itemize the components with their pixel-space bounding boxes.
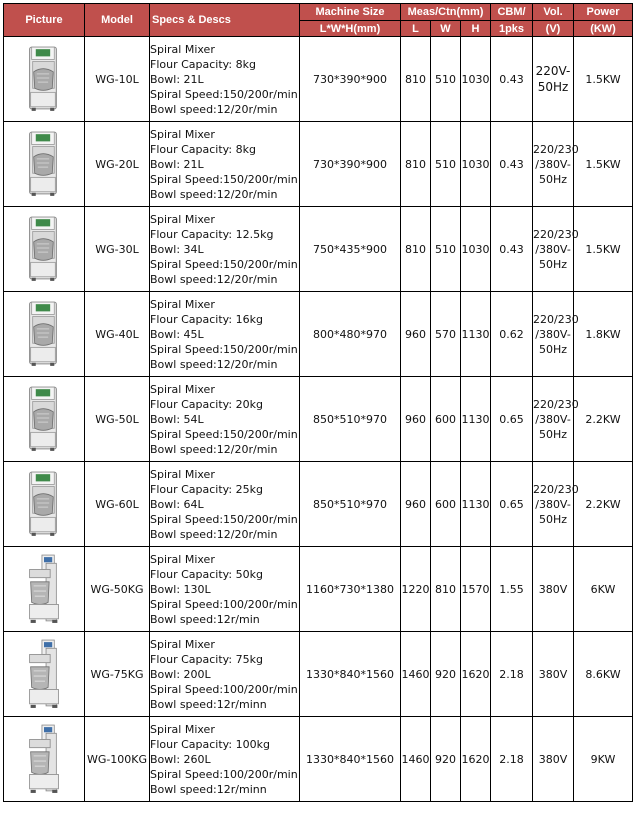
voltage-line: 220/230	[533, 397, 579, 411]
model-cell: WG-40L	[85, 292, 150, 377]
header-model: Model	[85, 4, 150, 37]
spec-table	[3, 3, 633, 802]
spec-line: Spiral Mixer	[150, 552, 215, 566]
model-cell: WG-60L	[85, 462, 150, 547]
model-cell: WG-10L	[85, 37, 150, 122]
meas-w-cell: 510	[431, 207, 461, 292]
product-image-cell	[4, 37, 85, 122]
meas-h-cell: 1620	[461, 717, 491, 802]
specs-cell	[150, 462, 300, 547]
voltage-line: 220V-	[535, 64, 571, 78]
table-header	[4, 4, 633, 37]
specs-cell	[150, 37, 300, 122]
cbm-cell: 0.43	[491, 122, 533, 207]
voltage-cell	[533, 122, 579, 207]
meas-l-cell: 1220	[401, 547, 431, 632]
table-row	[4, 292, 633, 377]
table-row	[4, 207, 633, 292]
product-image-cell	[4, 207, 85, 292]
spec-line: Bowl speed:12/20r/min	[150, 442, 278, 456]
header-meas-l: L	[401, 21, 431, 37]
spec-line: Flour Capacity: 25kg	[150, 482, 263, 496]
machine-size-cell: 750*435*900	[300, 207, 401, 292]
meas-l-cell: 810	[401, 207, 431, 292]
spec-line: Bowl speed:12r/min	[150, 612, 260, 626]
product-image-cell	[4, 547, 85, 632]
voltage-cell	[533, 292, 579, 377]
voltage-line: /380V-	[535, 157, 571, 171]
cbm-cell: 0.65	[491, 377, 533, 462]
spiral-mixer-small-image	[27, 43, 61, 115]
header-cbm-unit: 1pks	[491, 21, 533, 37]
spec-line: Bowl: 54L	[150, 412, 204, 426]
spec-line: Bowl: 45L	[150, 327, 204, 341]
spec-line: Bowl speed:12r/minn	[150, 697, 267, 711]
spec-line: Spiral Speed:100/200r/min	[150, 597, 298, 611]
spiral-mixer-large-image	[27, 553, 61, 625]
header-cbm: CBM/	[491, 4, 533, 21]
meas-w-cell: 600	[431, 462, 461, 547]
table-row	[4, 632, 633, 717]
product-image-cell	[4, 122, 85, 207]
voltage-line: 380V	[538, 752, 568, 766]
header-picture: Picture	[4, 4, 85, 37]
product-image-cell	[4, 462, 85, 547]
spec-line: Spiral Mixer	[150, 637, 215, 651]
spec-line: Flour Capacity: 12.5kg	[150, 227, 274, 241]
spec-line: Spiral Speed:150/200r/min	[150, 257, 298, 271]
product-image-cell	[4, 632, 85, 717]
meas-h-cell: 1030	[461, 122, 491, 207]
table-row	[4, 122, 633, 207]
spec-line: Flour Capacity: 50kg	[150, 567, 263, 581]
machine-size-cell: 1330*840*1560	[300, 632, 401, 717]
spec-line: Bowl: 260L	[150, 752, 211, 766]
table-row	[4, 717, 633, 802]
meas-w-cell: 570	[431, 292, 461, 377]
machine-size-cell: 850*510*970	[300, 377, 401, 462]
voltage-line: 220/230	[533, 142, 579, 156]
spec-line: Flour Capacity: 16kg	[150, 312, 263, 326]
voltage-line: 50Hz	[538, 257, 568, 271]
spiral-mixer-small-image	[27, 383, 61, 455]
spec-line: Spiral Speed:150/200r/min	[150, 427, 298, 441]
meas-h-cell: 1130	[461, 377, 491, 462]
voltage-cell	[533, 207, 579, 292]
meas-h-cell: 1620	[461, 632, 491, 717]
spec-line: Bowl speed:12/20r/min	[150, 102, 278, 116]
power-cell: 9KW	[574, 717, 633, 802]
meas-l-cell: 1460	[401, 717, 431, 802]
spec-line: Bowl speed:12r/minn	[150, 782, 267, 796]
machine-size-cell: 1160*730*1380	[300, 547, 401, 632]
specs-cell	[150, 632, 300, 717]
spec-line: Spiral Speed:100/200r/min	[150, 767, 298, 781]
spec-line: Spiral Speed:150/200r/min	[150, 512, 298, 526]
table-row	[4, 462, 633, 547]
header-power: Power	[574, 4, 633, 21]
meas-w-cell: 920	[431, 717, 461, 802]
voltage-line: /380V-	[535, 412, 571, 426]
product-image-cell	[4, 292, 85, 377]
meas-l-cell: 960	[401, 462, 431, 547]
voltage-line: /380V-	[535, 327, 571, 341]
spec-line: Bowl: 130L	[150, 582, 211, 596]
header-meas-h: H	[461, 21, 491, 37]
spec-line: Spiral Mixer	[150, 297, 215, 311]
spiral-mixer-large-image	[27, 723, 61, 795]
meas-h-cell: 1030	[461, 207, 491, 292]
voltage-line: 220/230	[533, 227, 579, 241]
spiral-mixer-small-image	[27, 213, 61, 285]
specs-cell	[150, 292, 300, 377]
spec-line: Flour Capacity: 8kg	[150, 57, 256, 71]
voltage-line: 50Hz	[538, 427, 568, 441]
spec-line: Spiral Mixer	[150, 127, 215, 141]
spec-line: Bowl speed:12/20r/min	[150, 187, 278, 201]
spec-line: Flour Capacity: 20kg	[150, 397, 263, 411]
table-row	[4, 547, 633, 632]
power-cell: 2.2KW	[574, 377, 633, 462]
spec-line: Bowl speed:12/20r/min	[150, 272, 278, 286]
model-cell: WG-50L	[85, 377, 150, 462]
meas-l-cell: 810	[401, 122, 431, 207]
cbm-cell: 0.43	[491, 37, 533, 122]
machine-size-cell: 730*390*900	[300, 122, 401, 207]
spec-line: Spiral Speed:150/200r/min	[150, 87, 298, 101]
spec-line: Spiral Speed:150/200r/min	[150, 172, 298, 186]
power-cell: 1.5KW	[574, 122, 633, 207]
spec-line: Spiral Mixer	[150, 212, 215, 226]
cbm-cell: 0.62	[491, 292, 533, 377]
meas-w-cell: 600	[431, 377, 461, 462]
voltage-line: 380V	[538, 667, 568, 681]
spec-line: Bowl speed:12/20r/min	[150, 527, 278, 541]
header-meas: Meas/Ctn(mm)	[401, 4, 491, 21]
meas-l-cell: 810	[401, 37, 431, 122]
spiral-mixer-small-image	[27, 128, 61, 200]
model-cell: WG-75KG	[85, 632, 150, 717]
power-cell: 8.6KW	[574, 632, 633, 717]
machine-size-cell: 850*510*970	[300, 462, 401, 547]
power-cell: 1.5KW	[574, 37, 633, 122]
spec-sheet	[3, 3, 633, 802]
voltage-cell	[533, 377, 579, 462]
cbm-cell: 1.55	[491, 547, 533, 632]
voltage-line: 220/230	[533, 482, 579, 496]
spec-line: Bowl: 64L	[150, 497, 204, 511]
spec-line: Spiral Mixer	[150, 722, 215, 736]
model-cell: WG-100KG	[85, 717, 150, 802]
voltage-cell	[533, 632, 574, 717]
model-cell: WG-50KG	[85, 547, 150, 632]
spec-line: Flour Capacity: 8kg	[150, 142, 256, 156]
table-row	[4, 37, 633, 122]
voltage-cell	[533, 717, 574, 802]
cbm-cell: 0.65	[491, 462, 533, 547]
spec-line: Bowl: 21L	[150, 72, 204, 86]
spec-line: Flour Capacity: 100kg	[150, 737, 270, 751]
meas-l-cell: 960	[401, 292, 431, 377]
spiral-mixer-small-image	[27, 468, 61, 540]
meas-l-cell: 1460	[401, 632, 431, 717]
machine-size-cell: 800*480*970	[300, 292, 401, 377]
header-specs: Specs & Descs	[150, 4, 300, 37]
spec-line: Spiral Speed:100/200r/min	[150, 682, 298, 696]
voltage-line: /380V-	[535, 497, 571, 511]
meas-h-cell: 1030	[461, 37, 491, 122]
power-cell: 2.2KW	[574, 462, 633, 547]
spec-line: Flour Capacity: 75kg	[150, 652, 263, 666]
specs-cell	[150, 547, 300, 632]
machine-size-cell: 730*390*900	[300, 37, 401, 122]
meas-l-cell: 960	[401, 377, 431, 462]
spec-line: Bowl: 200L	[150, 667, 211, 681]
meas-w-cell: 510	[431, 122, 461, 207]
power-cell: 1.5KW	[574, 207, 633, 292]
voltage-line: 50Hz	[538, 172, 568, 186]
machine-size-cell: 1330*840*1560	[300, 717, 401, 802]
spec-line: Spiral Speed:150/200r/min	[150, 342, 298, 356]
specs-cell	[150, 207, 300, 292]
header-machine-size: Machine Size	[300, 4, 401, 21]
meas-h-cell: 1130	[461, 462, 491, 547]
meas-h-cell: 1570	[461, 547, 491, 632]
model-cell: WG-20L	[85, 122, 150, 207]
voltage-line: 220/230	[533, 312, 579, 326]
voltage-line: 50Hz	[538, 342, 568, 356]
spec-line: Spiral Mixer	[150, 42, 215, 56]
header-vol: Vol.	[533, 4, 574, 21]
product-image-cell	[4, 717, 85, 802]
header-machine-size-unit: L*W*H(mm)	[300, 21, 401, 37]
table-row	[4, 377, 633, 462]
voltage-line: 50Hz	[538, 512, 568, 526]
spec-line: Spiral Mixer	[150, 382, 215, 396]
header-vol-unit: (V)	[533, 21, 574, 37]
specs-cell	[150, 377, 300, 462]
voltage-line: 380V	[538, 582, 568, 596]
spiral-mixer-small-image	[27, 298, 61, 370]
cbm-cell: 2.18	[491, 717, 533, 802]
meas-w-cell: 920	[431, 632, 461, 717]
header-meas-w: W	[431, 21, 461, 37]
power-cell: 1.8KW	[574, 292, 633, 377]
meas-h-cell: 1130	[461, 292, 491, 377]
meas-w-cell: 810	[431, 547, 461, 632]
specs-cell	[150, 122, 300, 207]
meas-w-cell: 510	[431, 37, 461, 122]
model-cell: WG-30L	[85, 207, 150, 292]
voltage-cell	[533, 547, 574, 632]
voltage-cell	[533, 37, 574, 122]
spec-line: Spiral Mixer	[150, 467, 215, 481]
spec-line: Bowl speed:12/20r/min	[150, 357, 278, 371]
voltage-line: 50Hz	[537, 80, 569, 94]
spiral-mixer-large-image	[27, 638, 61, 710]
voltage-line: /380V-	[535, 242, 571, 256]
spec-line: Bowl: 34L	[150, 242, 204, 256]
cbm-cell: 0.43	[491, 207, 533, 292]
product-image-cell	[4, 377, 85, 462]
table-body	[4, 37, 633, 802]
power-cell: 6KW	[574, 547, 633, 632]
specs-cell	[150, 717, 300, 802]
spec-line: Bowl: 21L	[150, 157, 204, 171]
cbm-cell: 2.18	[491, 632, 533, 717]
voltage-cell	[533, 462, 579, 547]
header-power-unit: (KW)	[574, 21, 633, 37]
